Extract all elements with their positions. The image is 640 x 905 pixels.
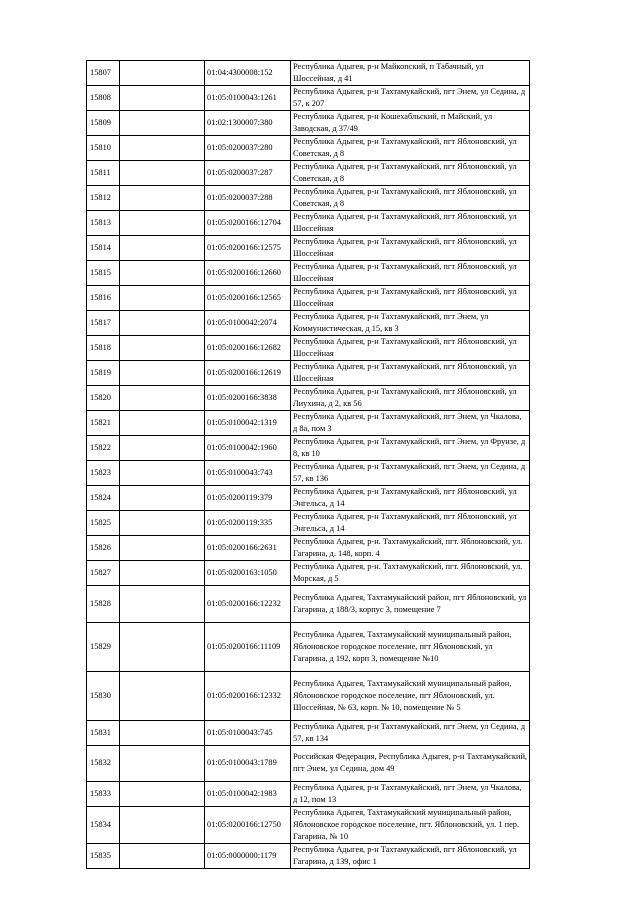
cadastral-number-cell: 01:05:0200166:12332 [205,671,291,720]
row-number-cell: 15812 [87,186,120,211]
empty-cell [120,286,205,311]
empty-cell [120,720,205,745]
cadastral-number-cell: 01:05:0200166:12682 [205,336,291,361]
empty-cell [120,622,205,671]
table-row [87,622,530,671]
address-cell: Республика Адыгея, р-н Тахтамукайский, пгт Энем, ул Фрунзе, д 8, кв 10 [291,436,530,461]
address-cell: Республика Адыгея, р-н Тахтамукайский, пгт Яблоновский, ул Шоссейная [291,361,530,386]
table-row [87,261,530,286]
address-cell: Республика Адыгея, р-н Тахтамукайский, пгт Яблоновский, ул Шоссейная [291,336,530,361]
row-number-cell: 15809 [87,111,120,136]
cadastral-number-cell: 01:05:0200166:12704 [205,211,291,236]
empty-cell [120,844,205,869]
table-row [87,486,530,511]
row-number-cell: 15807 [87,61,120,86]
empty-cell [120,586,205,623]
cadastral-number-cell: 01:05:0200163:1050 [205,561,291,586]
address-cell: Республика Адыгея, р-н Тахтамукайский, пгт Энем, ул Седина, д 57, кв 134 [291,720,530,745]
empty-cell [120,671,205,720]
empty-cell [120,411,205,436]
address-cell: Республика Адыгея, Тахтамукайский район, пгт Яблоновский, ул Гагарина, д 188/3, корпус 3, помещение 7 [291,586,530,623]
address-cell: Республика Адыгея, Тахтамукайский муниципальный район, Яблоновское городское поселение, пгт Яблоновский, ул Гагарина, д 192, корп 3, помещение №10 [291,622,530,671]
table-row [87,111,530,136]
row-number-cell: 15819 [87,361,120,386]
row-number-cell: 15821 [87,411,120,436]
table-row [87,136,530,161]
address-cell: Республика Адыгея, р-н. Тахтамукайский, пгт. Яблоновский, ул. Гагарина, д. 148, корп. 4 [291,536,530,561]
cadastral-number-cell: 01:05:0100042:1960 [205,436,291,461]
table-row [87,86,530,111]
address-cell: Республика Адыгея, р-н Тахтамукайский, пгт Яблоновский, ул Шоссейная [291,236,530,261]
row-number-cell: 15828 [87,586,120,623]
address-cell: Республика Адыгея, р-н Майкопский, п Табачный, ул Шоссейная, д 41 [291,61,530,86]
empty-cell [120,361,205,386]
empty-cell [120,186,205,211]
row-number-cell: 15814 [87,236,120,261]
table-row [87,286,530,311]
table-row [87,807,530,844]
row-number-cell: 15830 [87,671,120,720]
row-number-cell: 15815 [87,261,120,286]
cadastral-number-cell: 01:05:0200166:12750 [205,807,291,844]
table-row [87,161,530,186]
cadastral-number-cell: 01:05:0200037:280 [205,136,291,161]
empty-cell [120,211,205,236]
address-cell: Республика Адыгея, р-н Кошехабльский, п Майский, ул Заводская, д 37/49 [291,111,530,136]
table-row [87,186,530,211]
row-number-cell: 15829 [87,622,120,671]
table-row [87,586,530,623]
address-cell: Республика Адыгея, р-н Тахтамукайский, пгт Яблоновский, ул Советская, д 8 [291,161,530,186]
row-number-cell: 15823 [87,461,120,486]
row-number-cell: 15813 [87,211,120,236]
empty-cell [120,745,205,782]
table-row [87,844,530,869]
row-number-cell: 15833 [87,782,120,807]
address-cell: Республика Адыгея, р-н Тахтамукайский, пгт Энем, ул Коммунистическая, д 15, кв 3 [291,311,530,336]
row-number-cell: 15832 [87,745,120,782]
table-row [87,511,530,536]
table-row [87,336,530,361]
empty-cell [120,436,205,461]
table-row [87,61,530,86]
row-number-cell: 15825 [87,511,120,536]
table-row [87,461,530,486]
table-row [87,745,530,782]
cadastral-number-cell: 01:05:0100043:743 [205,461,291,486]
table-row [87,361,530,386]
row-number-cell: 15808 [87,86,120,111]
row-number-cell: 15824 [87,486,120,511]
address-cell: Республика Адыгея, р-н Тахтамукайский, пгт Яблоновский, ул Лиухина, д 2, кв 56 [291,386,530,411]
table-row [87,411,530,436]
empty-cell [120,236,205,261]
address-cell: Российская Федерация, Республика Адыгея, р-н Тахтамукайский, пгт Энем, ул Седина, дом 49 [291,745,530,782]
empty-cell [120,61,205,86]
address-cell: Республика Адыгея, р-н Тахтамукайский, пгт Яблоновский, ул Энгельса, д 14 [291,486,530,511]
table-row [87,782,530,807]
empty-cell [120,311,205,336]
row-number-cell: 15811 [87,161,120,186]
empty-cell [120,461,205,486]
cadastral-number-cell: 01:05:0200166:12619 [205,361,291,386]
table-row [87,536,530,561]
row-number-cell: 15816 [87,286,120,311]
cadastral-number-cell: 01:05:0200166:12232 [205,586,291,623]
table-row [87,386,530,411]
registry-table [86,60,530,869]
row-number-cell: 15818 [87,336,120,361]
row-number-cell: 15822 [87,436,120,461]
row-number-cell: 15831 [87,720,120,745]
table-row [87,436,530,461]
empty-cell [120,261,205,286]
empty-cell [120,807,205,844]
cadastral-number-cell: 01:05:0200119:379 [205,486,291,511]
row-number-cell: 15810 [87,136,120,161]
empty-cell [120,136,205,161]
empty-cell [120,386,205,411]
address-cell: Республика Адыгея, р-н Тахтамукайский, пгт Яблоновский, ул Гагарина, д 139, офис 1 [291,844,530,869]
cadastral-number-cell: 01:02:1300007:380 [205,111,291,136]
table-row [87,211,530,236]
empty-cell [120,486,205,511]
cadastral-number-cell: 01:05:0100043:1261 [205,86,291,111]
table-row [87,561,530,586]
address-cell: Республика Адыгея, р-н Тахтамукайский, пгт Энем, ул Седина, д 57, к 207 [291,86,530,111]
row-number-cell: 15834 [87,807,120,844]
table-row [87,236,530,261]
cadastral-number-cell: 01:04:4300008:152 [205,61,291,86]
address-cell: Республика Адыгея, р-н Тахтамукайский, пгт Яблоновский, ул Шоссейная [291,211,530,236]
empty-cell [120,86,205,111]
cadastral-number-cell: 01:05:0200166:2631 [205,536,291,561]
cadastral-number-cell: 01:05:0100043:1789 [205,745,291,782]
address-cell: Республика Адыгея, р-н Тахтамукайский, пгт Яблоновский, ул Советская, д 8 [291,186,530,211]
row-number-cell: 15820 [87,386,120,411]
empty-cell [120,782,205,807]
address-cell: Республика Адыгея, р-н Тахтамукайский, пгт Яблоновский, ул Шоссейная [291,286,530,311]
empty-cell [120,511,205,536]
cadastral-number-cell: 01:05:0200166:3838 [205,386,291,411]
empty-cell [120,536,205,561]
address-cell: Республика Адыгея, р-н Тахтамукайский, пгт Энем, ул Чкалова, д 8а, пом 3 [291,411,530,436]
cadastral-number-cell: 01:05:0100042:1319 [205,411,291,436]
row-number-cell: 15827 [87,561,120,586]
cadastral-number-cell: 01:05:0200037:288 [205,186,291,211]
address-cell: Республика Адыгея, Тахтамукайский муниципальный район, Яблоновское городское поселение, пгт. Яблоновский, ул. 1 пер. Гагарина, № 10 [291,807,530,844]
address-cell: Республика Адыгея, р-н Тахтамукайский, пгт Яблоновский, ул Советская, д 8 [291,136,530,161]
table-row [87,311,530,336]
address-cell: Республика Адыгея, р-н Тахтамукайский, пгт Энем, ул Седина, д 57, кв 136 [291,461,530,486]
cadastral-number-cell: 01:05:0200037:287 [205,161,291,186]
cadastral-number-cell: 01:05:0100042:2074 [205,311,291,336]
address-cell: Республика Адыгея, р-н Тахтамукайский, пгт Энем, ул Чкалова, д 12, пом 13 [291,782,530,807]
address-cell: Республика Адыгея, р-н Тахтамукайский, пгт Яблоновский, ул Шоссейная [291,261,530,286]
row-number-cell: 15835 [87,844,120,869]
registry-body [87,61,530,869]
table-row [87,720,530,745]
cadastral-number-cell: 01:05:0200166:12575 [205,236,291,261]
cadastral-number-cell: 01:05:0100043:745 [205,720,291,745]
empty-cell [120,161,205,186]
address-cell: Республика Адыгея, Тахтамукайский муниципальный район, Яблоновское городское поселение, пгт Яблоновский, ул. Шоссейная, № 63, корп. № 10, помещение № 5 [291,671,530,720]
cadastral-number-cell: 01:05:0000000:1179 [205,844,291,869]
address-cell: Республика Адыгея, р-н Тахтамукайский, пгт Яблоновский, ул Энгельса, д 14 [291,511,530,536]
empty-cell [120,111,205,136]
empty-cell [120,336,205,361]
table-row [87,671,530,720]
empty-cell [120,561,205,586]
cadastral-number-cell: 01:05:0200166:12565 [205,286,291,311]
row-number-cell: 15817 [87,311,120,336]
cadastral-number-cell: 01:05:0100042:1983 [205,782,291,807]
cadastral-number-cell: 01:05:0200119:335 [205,511,291,536]
cadastral-number-cell: 01:05:0200166:11109 [205,622,291,671]
cadastral-number-cell: 01:05:0200166:12660 [205,261,291,286]
address-cell: Республика Адыгея, р-н. Тахтамукайский, пгт. Яблоновский, ул. Морская, д 5 [291,561,530,586]
row-number-cell: 15826 [87,536,120,561]
